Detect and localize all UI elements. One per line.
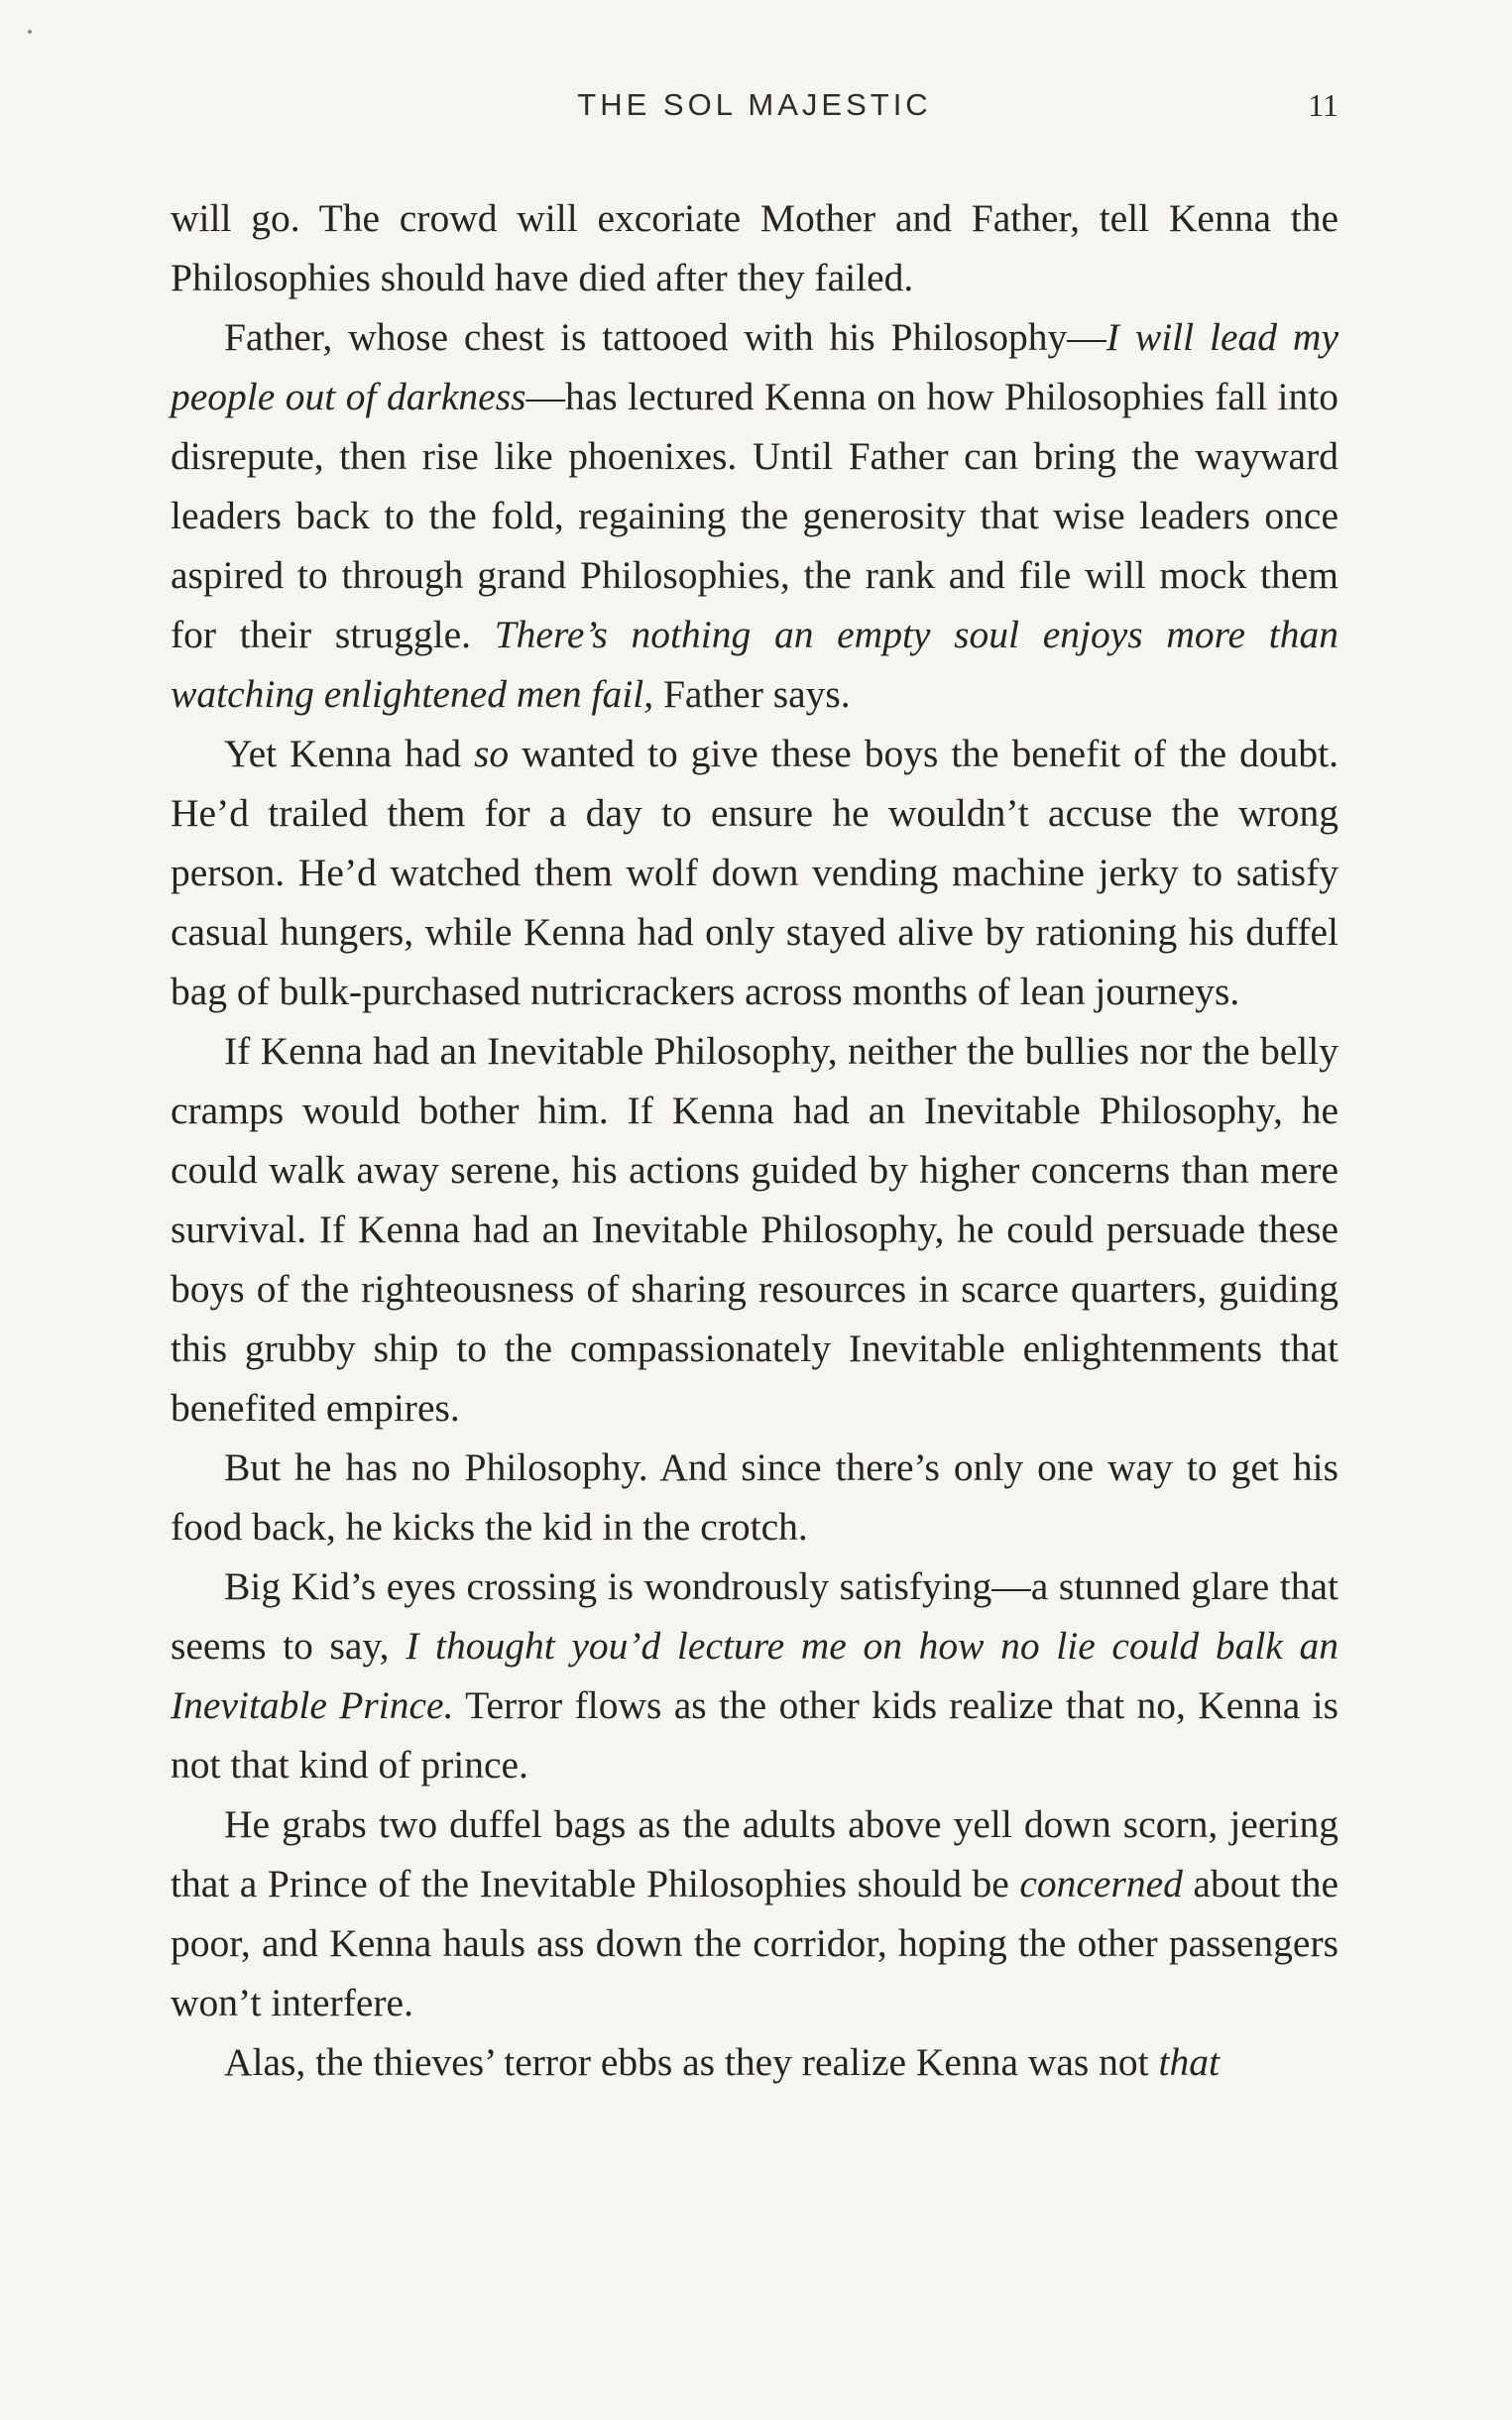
page-number: 11 <box>1308 87 1338 123</box>
paragraph <box>171 2032 1338 2092</box>
italic-run: I will lead my people out of darkness <box>171 315 1338 418</box>
paragraph <box>171 1794 1338 2032</box>
text-run: about the poor, and Kenna hauls ass down the corridor, hoping the other passengers won’t interfere. <box>171 1862 1338 2024</box>
book-title: THE SOL MAJESTIC <box>577 87 932 122</box>
text-run: will go. The crowd will excoriate Mother and Father, tell Kenna the Philosophies should have died after they failed. <box>171 196 1338 299</box>
text-run: wanted to give these boys the benefit of the doubt. He’d trailed them for a day to ensure he wouldn’t accuse the wrong person. He’d watched them wolf down vending machine jerky to satisfy casual hungers, while Kenna had only stayed alive by rationing his duffel bag of bulk-purchased nutricrackers across months of lean journeys. <box>171 732 1339 1013</box>
paragraph <box>171 724 1338 1021</box>
text-run: Terror flows as the other kids realize that no, Kenna is not that kind of prince. <box>171 1683 1338 1786</box>
paragraph <box>171 307 1338 724</box>
paragraph <box>171 1021 1338 1438</box>
text-run: —has lectured Kenna on how Philosophies fall into disrepute, then rise like phoenixes. Until Father can bring the wayward leaders back to the fold, regaining the generosity that wise leaders once aspired to through grand Philosophies, the rank and file will mock them for their struggle. <box>171 375 1338 656</box>
text-run: If Kenna had an Inevitable Philosophy, neither the bullies nor the belly cramps would bother him. If Kenna had an Inevitable Philosophy, he could walk away serene, his actions guided by higher concerns than mere survival. If Kenna had an Inevitable Philosophy, he could persuade these boys of the righteousness of sharing resources in scarce quarters, guiding this grubby ship to the compassionately Inevitable enlightenments that benefited empires. <box>171 1029 1338 1430</box>
running-head <box>171 87 1338 137</box>
text-run: Alas, the thieves’ terror ebbs as they realize Kenna was not <box>224 2040 1159 2084</box>
text-run: Father says. <box>653 672 851 716</box>
text-run: He grabs two duffel bags as the adults above yell down scorn, jeering that a Prince of the Inevitable Philosophies should be <box>171 1802 1338 1905</box>
text-run: Father, whose chest is tattooed with his Philosophy— <box>224 315 1106 359</box>
body-text <box>171 188 1338 2092</box>
text-run: Yet Kenna had <box>224 732 475 775</box>
text-run: Big Kid’s eyes crossing is wondrously satisfying—a stunned glare that seems to say, <box>171 1564 1338 1668</box>
scan-speck <box>28 30 32 34</box>
italic-run: so <box>474 732 510 775</box>
paragraph <box>171 188 1338 307</box>
paragraph <box>171 1556 1338 1794</box>
text-run: But he has no Philosophy. And since there’s only one way to get his food back, he kicks the kid in the crotch. <box>171 1445 1338 1549</box>
italic-run: that <box>1158 2040 1220 2084</box>
italic-run: I thought you’d lecture me on how no lie could balk an Inevitable Prince. <box>171 1624 1338 1727</box>
italic-run: concerned <box>1019 1862 1183 1905</box>
italic-run: There’s nothing an empty soul enjoys more than watching enlightened men fail, <box>171 613 1338 716</box>
paragraph <box>171 1438 1338 1556</box>
